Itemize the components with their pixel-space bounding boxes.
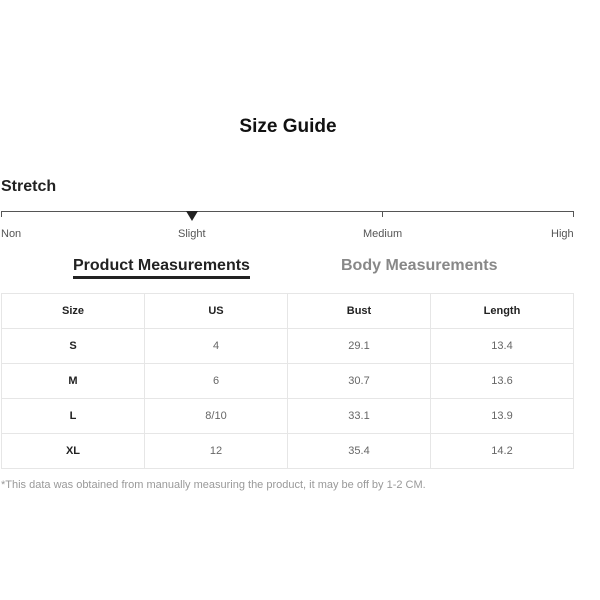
length-cell: 13.4 — [431, 329, 574, 364]
size-table — [1, 293, 574, 469]
page-title: Size Guide — [239, 116, 337, 137]
length-cell: 13.9 — [431, 399, 574, 434]
us-cell: 8/10 — [145, 399, 288, 434]
stretch-label-medium: Medium — [363, 228, 403, 240]
bust-cell: 35.4 — [288, 434, 431, 469]
us-cell: 12 — [145, 434, 288, 469]
stretch-label-non: Non — [1, 228, 22, 240]
column-header-us: US — [145, 294, 288, 329]
tab-body-measurements[interactable]: Body Measurements — [341, 257, 498, 274]
stretch-tick-medium — [382, 211, 383, 217]
stretch-tick-high — [573, 211, 574, 217]
us-cell: 4 — [145, 329, 288, 364]
stretch-selected-marker-icon — [186, 211, 198, 221]
stretch-heading: Stretch — [1, 178, 57, 195]
stretch-label-slight: Slight — [178, 228, 206, 240]
table-header-row — [2, 294, 574, 329]
measurement-tabs — [0, 257, 600, 281]
length-cell: 14.2 — [431, 434, 574, 469]
bust-cell: 29.1 — [288, 329, 431, 364]
column-header-bust: Bust — [288, 294, 431, 329]
bust-cell: 33.1 — [288, 399, 431, 434]
table-row — [2, 399, 574, 434]
tab-product-measurements[interactable]: Product Measurements — [73, 257, 250, 279]
measurement-disclaimer: *This data was obtained from manually measuring the product, it may be off by 1-2 CM. — [1, 479, 426, 491]
stretch-label-high: High — [551, 228, 574, 240]
size-cell: M — [2, 364, 145, 399]
column-header-length: Length — [431, 294, 574, 329]
table-row — [2, 434, 574, 469]
size-cell: XL — [2, 434, 145, 469]
length-cell: 13.6 — [431, 364, 574, 399]
stretch-tick-non — [1, 211, 2, 217]
size-cell: S — [2, 329, 145, 364]
column-header-size: Size — [2, 294, 145, 329]
us-cell: 6 — [145, 364, 288, 399]
table-row — [2, 364, 574, 399]
bust-cell: 30.7 — [288, 364, 431, 399]
stretch-scale — [1, 208, 574, 238]
stretch-scale-line — [1, 211, 574, 212]
size-cell: L — [2, 399, 145, 434]
table-row — [2, 329, 574, 364]
